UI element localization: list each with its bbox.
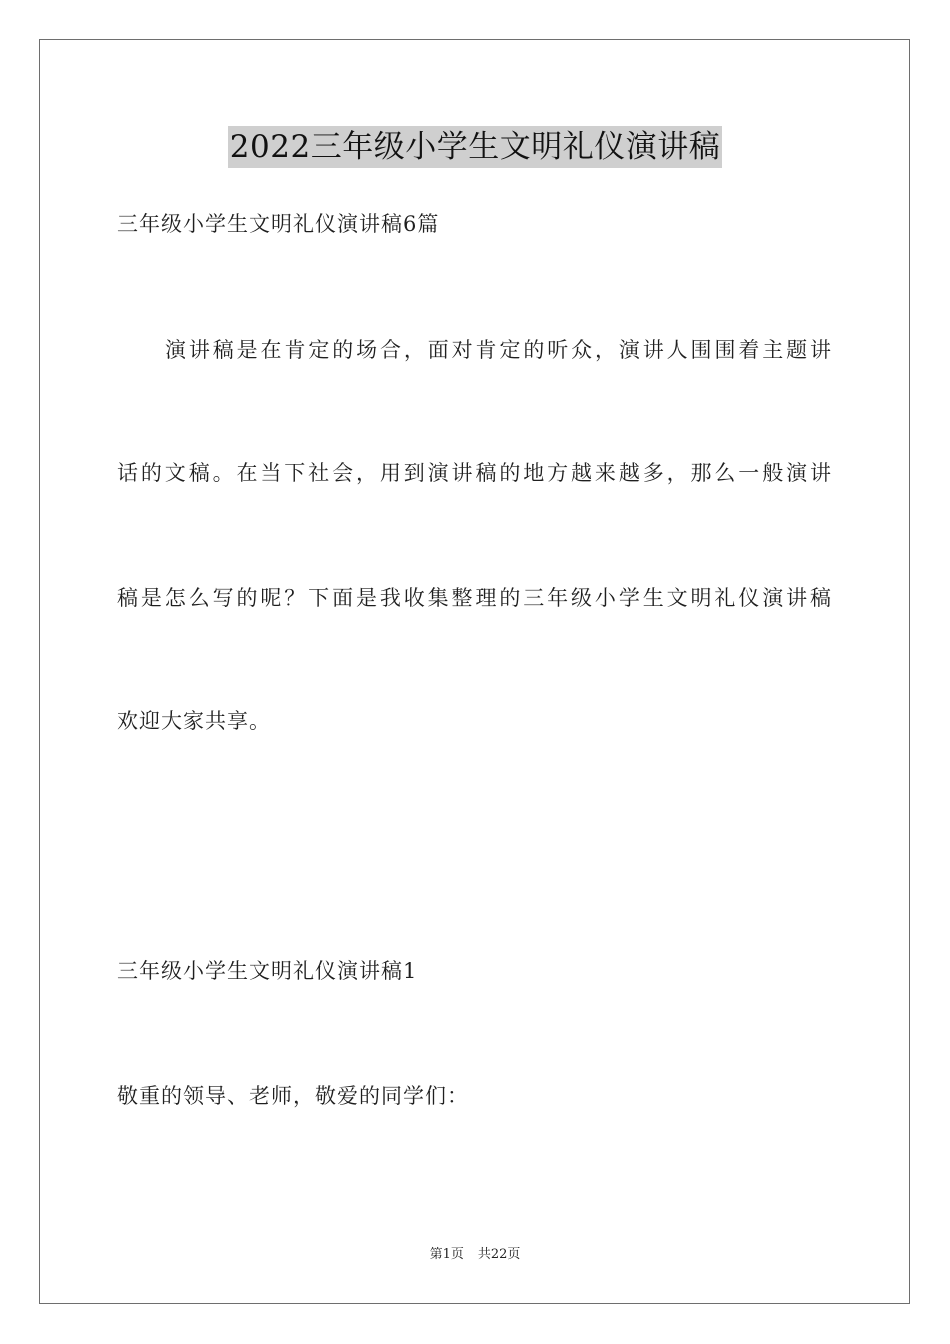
page-footer: [0, 1246, 950, 1264]
page-number-current: 第1页: [429, 1247, 464, 1262]
section-heading: 三年级小学生文明礼仪演讲稿1: [117, 959, 418, 983]
salutation: 敬重的领导、老师，敬爱的同学们：: [117, 1084, 469, 1108]
document-title: 2022三年级小学生文明礼仪演讲稿: [228, 126, 722, 168]
intro-line-4: 欢迎大家共享。: [117, 709, 271, 733]
title-container: [0, 126, 950, 168]
document-subtitle: 三年级小学生文明礼仪演讲稿6篇: [117, 212, 440, 236]
intro-line-1: 演讲稿是在肯定的场合，面对肯定的听众，演讲人围围着主题讲: [165, 338, 831, 362]
intro-line-3: 稿是怎么写的呢？下面是我收集整理的三年级小学生文明礼仪演讲稿: [117, 586, 831, 610]
intro-line-2: 话的文稿。在当下社会，用到演讲稿的地方越来越多，那么一般演讲: [117, 461, 831, 485]
page-number-total: 共22页: [477, 1247, 521, 1262]
